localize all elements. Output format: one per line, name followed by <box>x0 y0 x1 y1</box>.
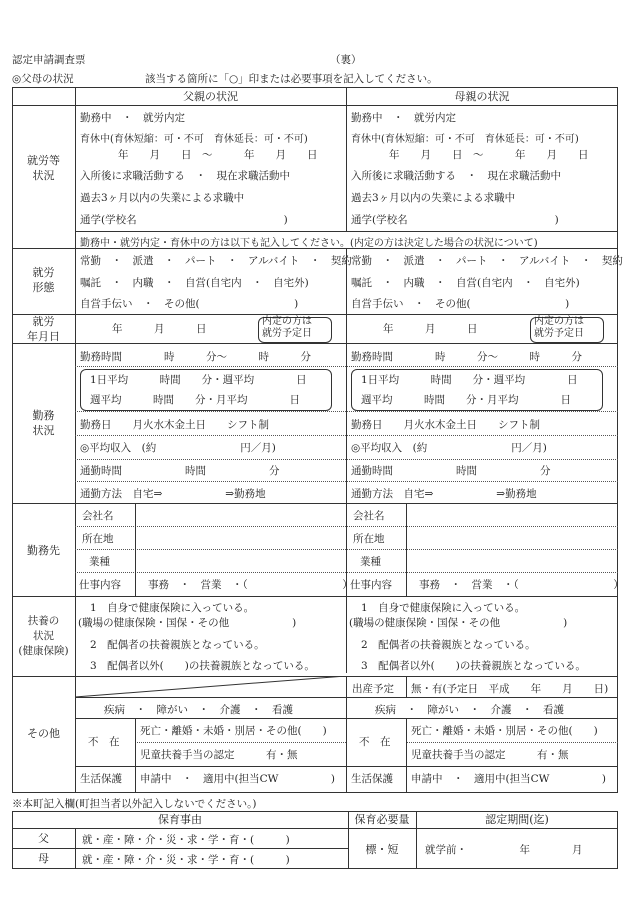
office-note: ※本町記入欄(町担当者以外記入しないでください。) <box>12 798 257 810</box>
father-commute-method[interactable]: 通勤方法 自宅⇒ ⇒勤務地 <box>80 488 266 500</box>
diagonal-slash <box>75 676 347 698</box>
employment-note: 勤務中・就労内定・育休中の方は以下も記入してください。(内定の方は決定した場合の状況について) <box>80 238 538 249</box>
period-header: 認定期間(迄) <box>485 813 549 826</box>
birth-label: 出産予定 <box>352 683 394 695</box>
mother-job-label: 仕事内容 <box>350 579 392 591</box>
mother-industry-label: 業種 <box>360 556 381 568</box>
father-absent-value[interactable]: 死亡・離婚・未婚・別居・その他( ) <box>140 725 327 737</box>
mother-address-label: 所在地 <box>353 533 385 545</box>
mother-row-label: 母 <box>38 852 49 865</box>
period-value[interactable]: 就学前・ 年 月 <box>425 844 583 856</box>
father-column-header: 父親の状況 <box>183 90 238 103</box>
mother-absent-value[interactable]: 死亡・離婚・未婚・別居・その他( ) <box>411 725 598 737</box>
father-welfare-label: 生活保護 <box>80 773 122 785</box>
father-commute-time[interactable]: 通勤時間 時間 分 <box>80 465 280 477</box>
mother-type-line1[interactable]: 常勤 ・ 派遣 ・ パート ・ アルバイト ・ 契約 <box>351 255 623 267</box>
father-job-label: 仕事内容 <box>79 579 121 591</box>
mother-type-line2[interactable]: 嘱託 ・ 内職 ・ 自営(自宅内 ・ 自宅外) <box>351 277 580 289</box>
mother-start-note: 内定の方は 就労予定日 <box>534 316 584 339</box>
father-welfare-value[interactable]: 申請中 ・ 適用中(担当CW ) <box>140 773 336 785</box>
employment-status-label: 就労等 状況 <box>27 154 60 182</box>
father-company-label: 会社名 <box>82 510 114 522</box>
mother-start-date[interactable]: 年 月 日 <box>383 323 478 335</box>
father-job-value[interactable]: 事務 ・ 営業 ・（ ） <box>148 579 353 591</box>
mother-income[interactable]: ◎平均収入 (約 円／月) <box>351 442 547 454</box>
dependents-label: 扶養の 状況 (健康保険) <box>18 615 69 657</box>
need-value[interactable]: 標・短 <box>365 843 399 856</box>
employment-type-label: 就労 形態 <box>32 266 55 294</box>
father-address-label: 所在地 <box>82 533 114 545</box>
mother-employment-line1[interactable]: 勤務中 ・ 就労内定 <box>351 112 456 124</box>
father-employment-line4[interactable]: 入所後に求職活動する ・ 現在求職活動中 <box>80 170 290 182</box>
father-days[interactable]: 勤務日 月火水木金土日 シフト制 <box>80 419 269 431</box>
mother-dep-item1[interactable]: 1 自身で健康保険に入っている。 <box>361 602 526 614</box>
mother-weekly-avg[interactable]: 週平均 時間 分・月平均 日 <box>361 394 571 406</box>
page-side: （裏） <box>330 54 362 66</box>
mother-illness[interactable]: 疾病 ・ 障がい ・ 介護 ・ 看護 <box>375 704 564 716</box>
father-type-line2[interactable]: 嘱託 ・ 内職 ・ 自営(自宅内 ・ 自宅外) <box>80 277 309 289</box>
mother-type-line3[interactable]: 自営手伝い ・ その他( ) <box>351 298 570 310</box>
mother-job-value[interactable]: 事務 ・ 営業 ・（ ） <box>419 579 624 591</box>
father-type-line1[interactable]: 常勤 ・ 派遣 ・ パート ・ アルバイト ・ 契約 <box>80 255 352 267</box>
mother-reasons[interactable]: 就・産・障・介・災・求・学・育・( ) <box>82 854 290 866</box>
father-start-note: 内定の方は 就労予定日 <box>262 316 312 339</box>
mother-daily-avg[interactable]: 1日平均 時間 分・週平均 日 <box>361 374 578 386</box>
father-employment-line3[interactable]: 年 月 日 ～ 年 月 日 <box>118 149 318 161</box>
father-dep-item1[interactable]: 1 自身で健康保険に入っている。 <box>90 602 255 614</box>
mother-dep-item1b[interactable]: (職場の健康保険・国保・その他 ) <box>349 617 568 629</box>
mother-dep-item2[interactable]: 2 配偶者の扶養親族となっている。 <box>361 639 536 651</box>
father-row-label: 父 <box>38 832 49 845</box>
mother-employment-line6[interactable]: 通学(学校名 ) <box>351 214 559 226</box>
mother-commute-method[interactable]: 通勤方法 自宅⇒ ⇒勤務地 <box>351 488 537 500</box>
form-title: 認定申請調査票 <box>12 54 86 66</box>
instruction-text: 該当する箇所に「○」印または必要事項を記入してください。 <box>145 73 438 85</box>
mother-welfare-value[interactable]: 申請中 ・ 適用中(担当CW ) <box>411 773 607 785</box>
mother-days[interactable]: 勤務日 月火水木金土日 シフト制 <box>351 419 540 431</box>
mother-column-header: 母親の状況 <box>454 90 510 103</box>
father-dep-item3[interactable]: 3 配偶者以外( )の扶養親族となっている。 <box>90 660 315 672</box>
mother-dep-item3[interactable]: 3 配偶者以外( )の扶養親族となっている。 <box>361 660 586 672</box>
workplace-label: 勤務先 <box>27 544 60 557</box>
mother-hours[interactable]: 勤務時間 時 分～ 時 分 <box>351 351 582 363</box>
father-hours[interactable]: 勤務時間 時 分～ 時 分 <box>80 351 311 363</box>
father-industry-label: 業種 <box>89 556 110 568</box>
mother-company-label: 会社名 <box>353 510 385 522</box>
start-date-label: 就労 年月日 <box>27 315 60 343</box>
section-title: ◎父母の状況 <box>12 73 74 85</box>
mother-absent-label: 不 在 <box>359 736 391 748</box>
mother-employment-line2[interactable]: 育休中(育休短縮：可・不可 育休延長：可・不可) <box>351 134 579 145</box>
mother-employment-line4[interactable]: 入所後に求職活動する ・ 現在求職活動中 <box>351 170 561 182</box>
father-weekly-avg[interactable]: 週平均 時間 分・月平均 日 <box>90 394 300 406</box>
other-label: その他 <box>27 727 60 740</box>
work-status-label: 勤務 状況 <box>32 409 55 437</box>
father-dep-item2[interactable]: 2 配偶者の扶養親族となっている。 <box>90 639 265 651</box>
father-absent-label: 不 在 <box>88 736 120 748</box>
mother-commute-time[interactable]: 通勤時間 時間 分 <box>351 465 551 477</box>
reason-header: 保育事由 <box>158 813 202 826</box>
need-header: 保育必要量 <box>354 813 410 826</box>
father-employment-line5[interactable]: 過去3ヶ月以内の失業による求職中 <box>80 192 245 204</box>
father-employment-line6[interactable]: 通学(学校名 ) <box>80 214 288 226</box>
father-employment-line2[interactable]: 育休中(育休短縮：可・不可 育休延長：可・不可) <box>80 134 308 145</box>
mother-employment-line3[interactable]: 年 月 日 ～ 年 月 日 <box>389 149 589 161</box>
father-illness[interactable]: 疾病 ・ 障がい ・ 介護 ・ 看護 <box>104 704 293 716</box>
mother-welfare-label: 生活保護 <box>351 773 393 785</box>
father-income[interactable]: ◎平均収入 (約 円／月) <box>80 442 276 454</box>
father-dep-item1b[interactable]: (職場の健康保険・国保・その他 ) <box>78 617 297 629</box>
mother-employment-line5[interactable]: 過去3ヶ月以内の失業による求職中 <box>351 192 516 204</box>
birth-value[interactable]: 無・有(予定日 平成 年 月 日) <box>411 683 609 695</box>
father-start-date[interactable]: 年 月 日 <box>112 323 207 335</box>
father-type-line3[interactable]: 自営手伝い ・ その他( ) <box>80 298 299 310</box>
father-daily-avg[interactable]: 1日平均 時間 分・週平均 日 <box>90 374 307 386</box>
father-employment-line1[interactable]: 勤務中 ・ 就労内定 <box>80 112 185 124</box>
mother-child-allowance[interactable]: 児童扶養手当の認定 有・無 <box>411 749 569 761</box>
father-child-allowance[interactable]: 児童扶養手当の認定 有・無 <box>140 749 298 761</box>
father-reasons[interactable]: 就・産・障・介・災・求・学・育・( ) <box>82 834 290 846</box>
